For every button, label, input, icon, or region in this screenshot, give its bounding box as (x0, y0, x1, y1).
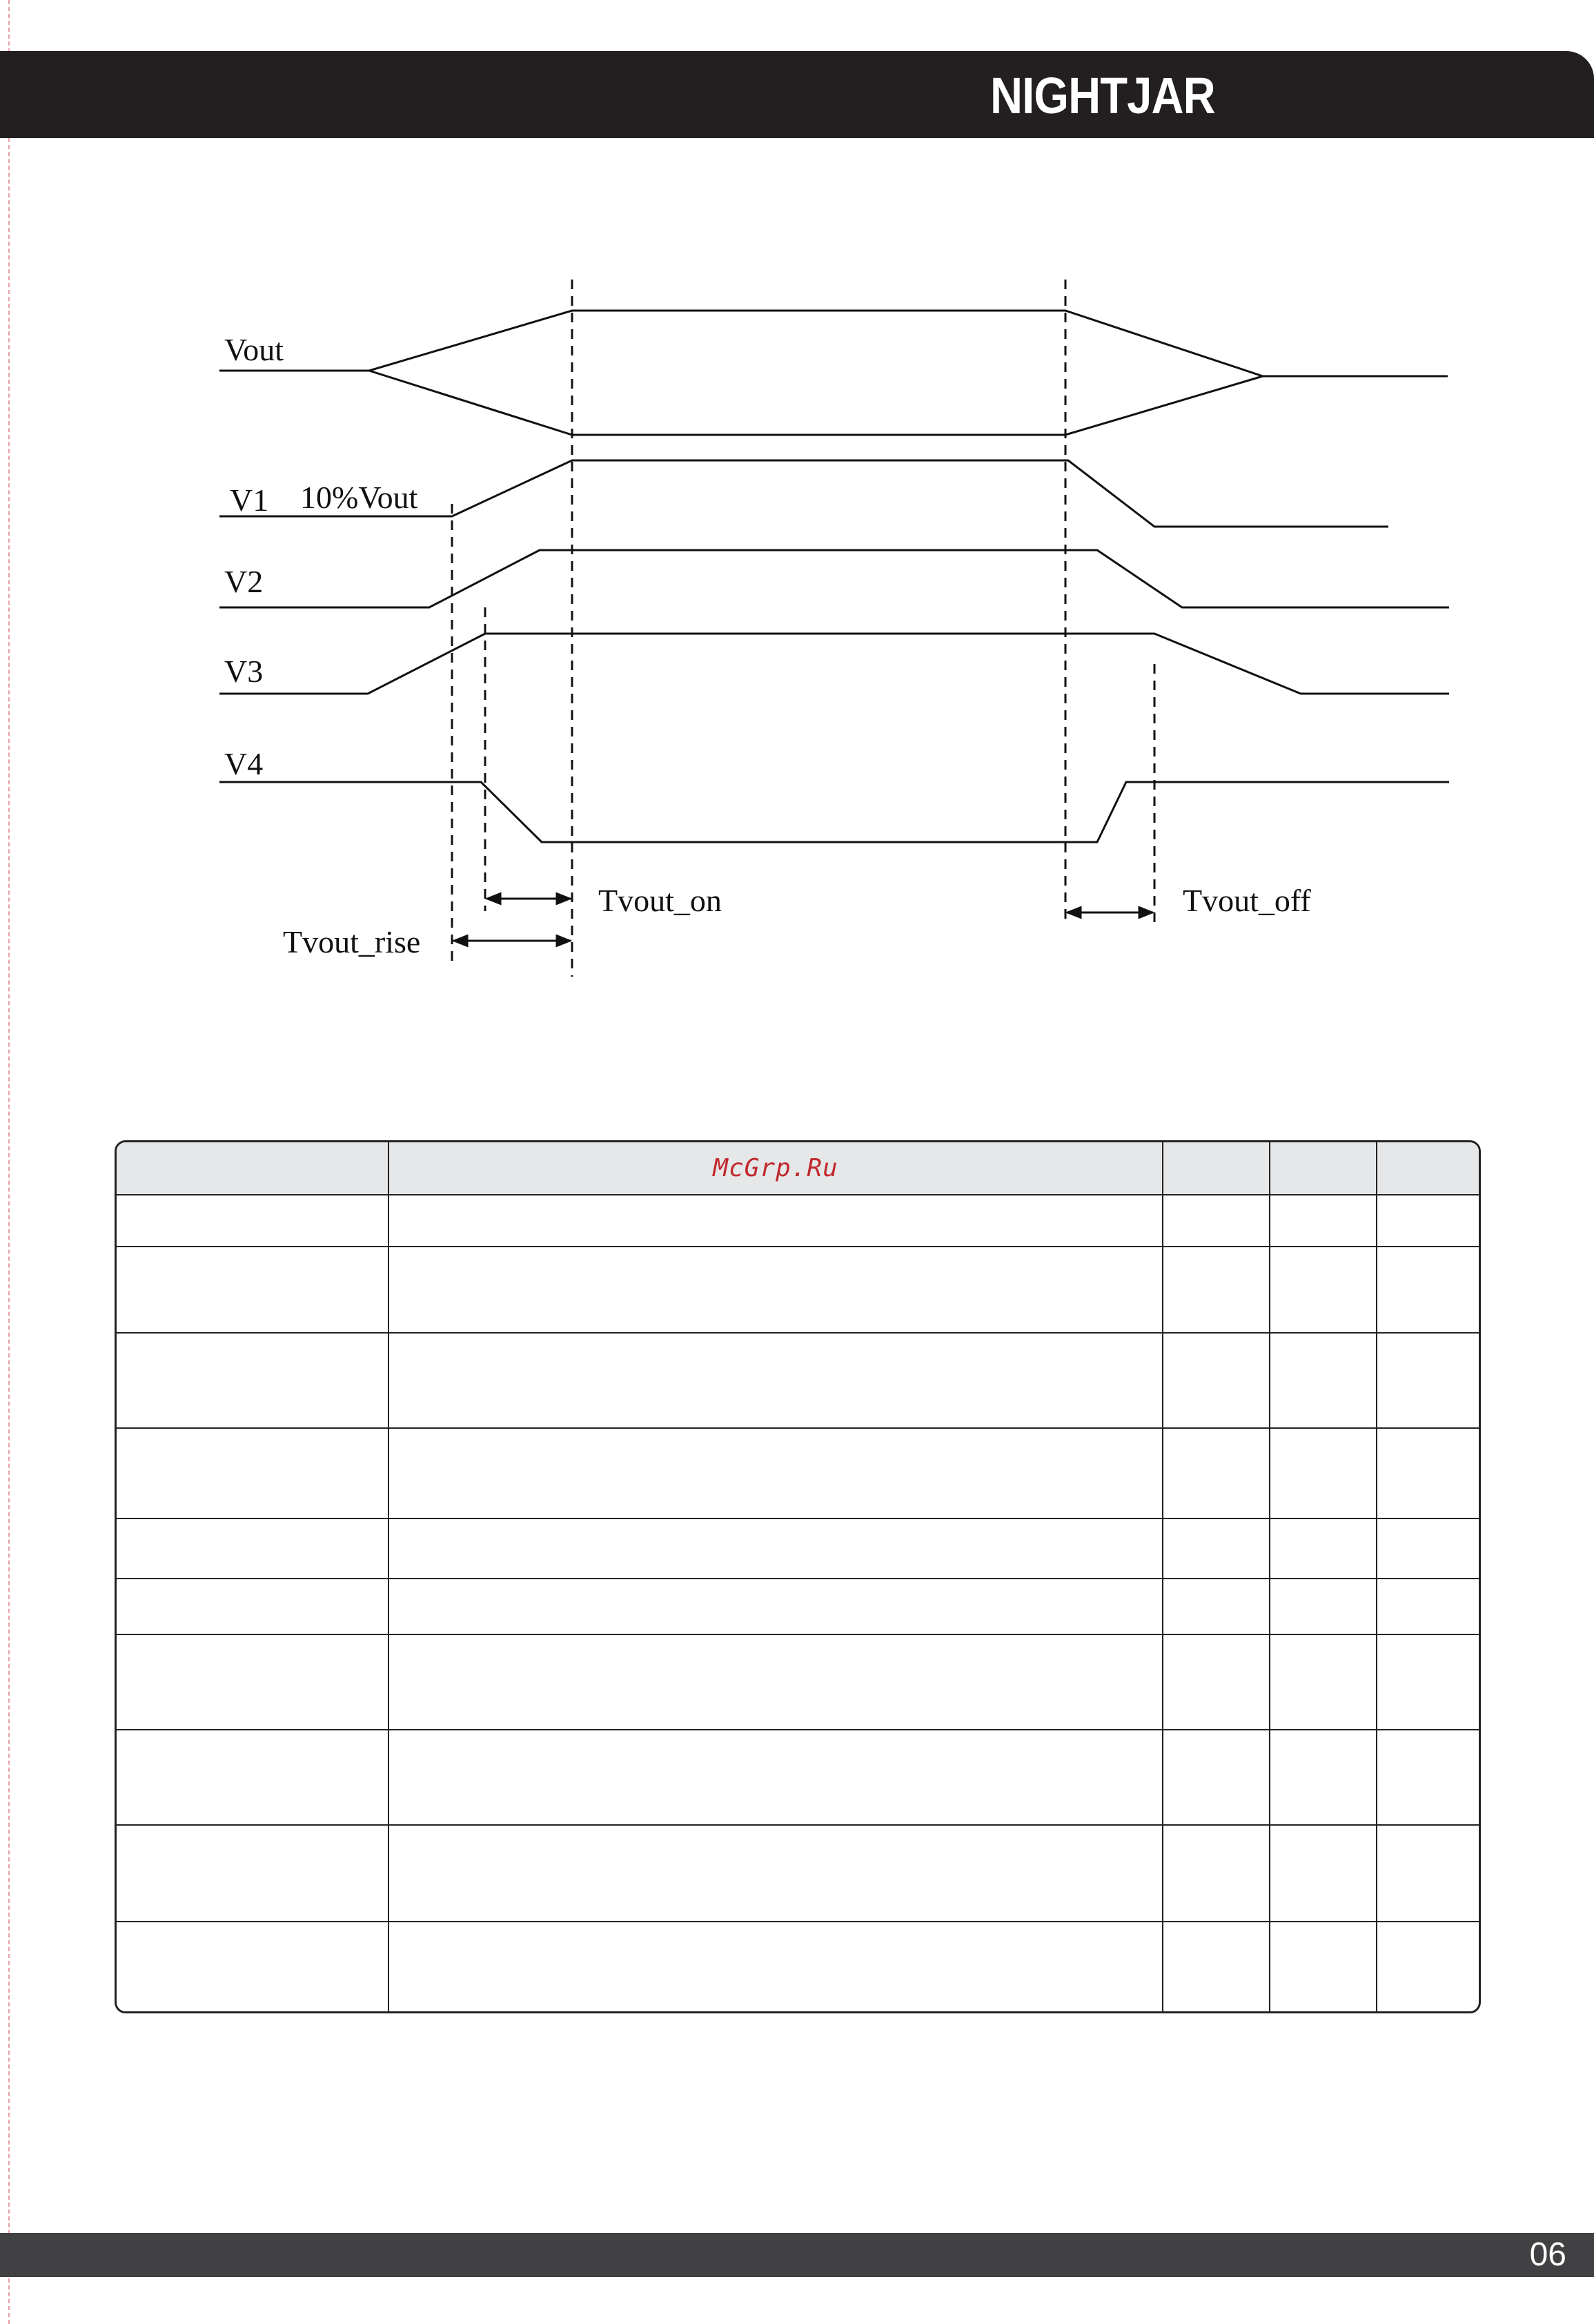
table-cell (1270, 1247, 1377, 1333)
footer-bar (0, 2233, 1594, 2277)
table-cell (1163, 1333, 1270, 1428)
table-cell (1163, 1825, 1270, 1922)
table-cell (1163, 1247, 1270, 1333)
table-row (117, 1579, 1481, 1634)
table-cell (1163, 1519, 1270, 1579)
table-cell (1270, 1428, 1377, 1519)
table-cell (1270, 1333, 1377, 1428)
waveform-v2 (219, 550, 1449, 607)
table-cell (388, 1333, 1163, 1428)
timing-diagram (0, 0, 1594, 1001)
table-cell (1270, 1730, 1377, 1825)
table-cell (1270, 1519, 1377, 1579)
label-tvout-off: Tvout_off (1183, 883, 1311, 918)
page-number: 06 (1529, 2236, 1566, 2273)
table-cell (388, 1247, 1163, 1333)
table-cell (1163, 1428, 1270, 1519)
label-v1: V1 (230, 482, 269, 518)
header-cell-watermark (388, 1142, 1163, 1195)
table-header-row (117, 1142, 1481, 1195)
table-cell (388, 1730, 1163, 1825)
table-cell (1377, 1579, 1481, 1634)
table-cell (117, 1195, 388, 1247)
waveform-v4 (219, 782, 1449, 842)
table-cell (1377, 1247, 1481, 1333)
table-cell (1270, 1579, 1377, 1634)
table-cell (117, 1825, 388, 1922)
table-cell (388, 1519, 1163, 1579)
waveform-vout-lower (369, 371, 1263, 435)
table-cell (117, 1519, 388, 1579)
table-cell (1163, 1579, 1270, 1634)
table-cell (117, 1922, 388, 2012)
header-cell (1377, 1142, 1481, 1195)
table-cell (1163, 1922, 1270, 2012)
table-cell (1377, 1519, 1481, 1579)
waveform-vout (219, 311, 1448, 376)
watermark-text: McGrp.Ru (713, 1154, 838, 1182)
table-row (117, 1195, 1481, 1247)
header-cell (1163, 1142, 1270, 1195)
table-row (117, 1333, 1481, 1428)
table-cell (388, 1428, 1163, 1519)
table-cell (1270, 1195, 1377, 1247)
table-cell (1377, 1730, 1481, 1825)
label-v2: V2 (224, 564, 264, 599)
table-cell (117, 1333, 388, 1428)
table-cell (388, 1922, 1163, 2012)
table-cell (1270, 1825, 1377, 1922)
label-v3: V3 (224, 654, 264, 689)
header-cell (1270, 1142, 1377, 1195)
label-threshold: 10%Vout (300, 480, 418, 515)
table-cell (1377, 1428, 1481, 1519)
table-cell (117, 1579, 388, 1634)
table-cell (388, 1634, 1163, 1730)
table-row (117, 1634, 1481, 1730)
label-tvout-on: Tvout_on (598, 883, 722, 918)
table-row (117, 1247, 1481, 1333)
table-cell (117, 1247, 388, 1333)
table-cell (1270, 1634, 1377, 1730)
label-v4: V4 (224, 746, 264, 781)
brand-logo-text: NIGHTJAR (990, 67, 1215, 124)
table-row (117, 1922, 1481, 2012)
spec-table-grid (117, 1142, 1481, 2012)
table-cell (1377, 1195, 1481, 1247)
table-cell (1163, 1730, 1270, 1825)
table-cell (1270, 1922, 1377, 2012)
table-cell (1163, 1634, 1270, 1730)
table-cell (1377, 1922, 1481, 2012)
table-cell (1377, 1825, 1481, 1922)
table-cell (388, 1579, 1163, 1634)
table-row (117, 1428, 1481, 1519)
table-cell (388, 1195, 1163, 1247)
table-cell (117, 1428, 388, 1519)
table-cell (117, 1730, 388, 1825)
waveform-v3 (219, 634, 1449, 694)
header-cell (117, 1142, 388, 1195)
label-vout: Vout (224, 332, 284, 367)
table-cell (1163, 1195, 1270, 1247)
table-row (117, 1825, 1481, 1922)
table-row (117, 1730, 1481, 1825)
label-tvout-rise: Tvout_rise (283, 924, 421, 959)
table-cell (1377, 1634, 1481, 1730)
table-row (117, 1519, 1481, 1579)
spec-table (115, 1140, 1481, 2013)
table-cell (117, 1634, 388, 1730)
table-cell (1377, 1333, 1481, 1428)
table-cell (388, 1825, 1163, 1922)
